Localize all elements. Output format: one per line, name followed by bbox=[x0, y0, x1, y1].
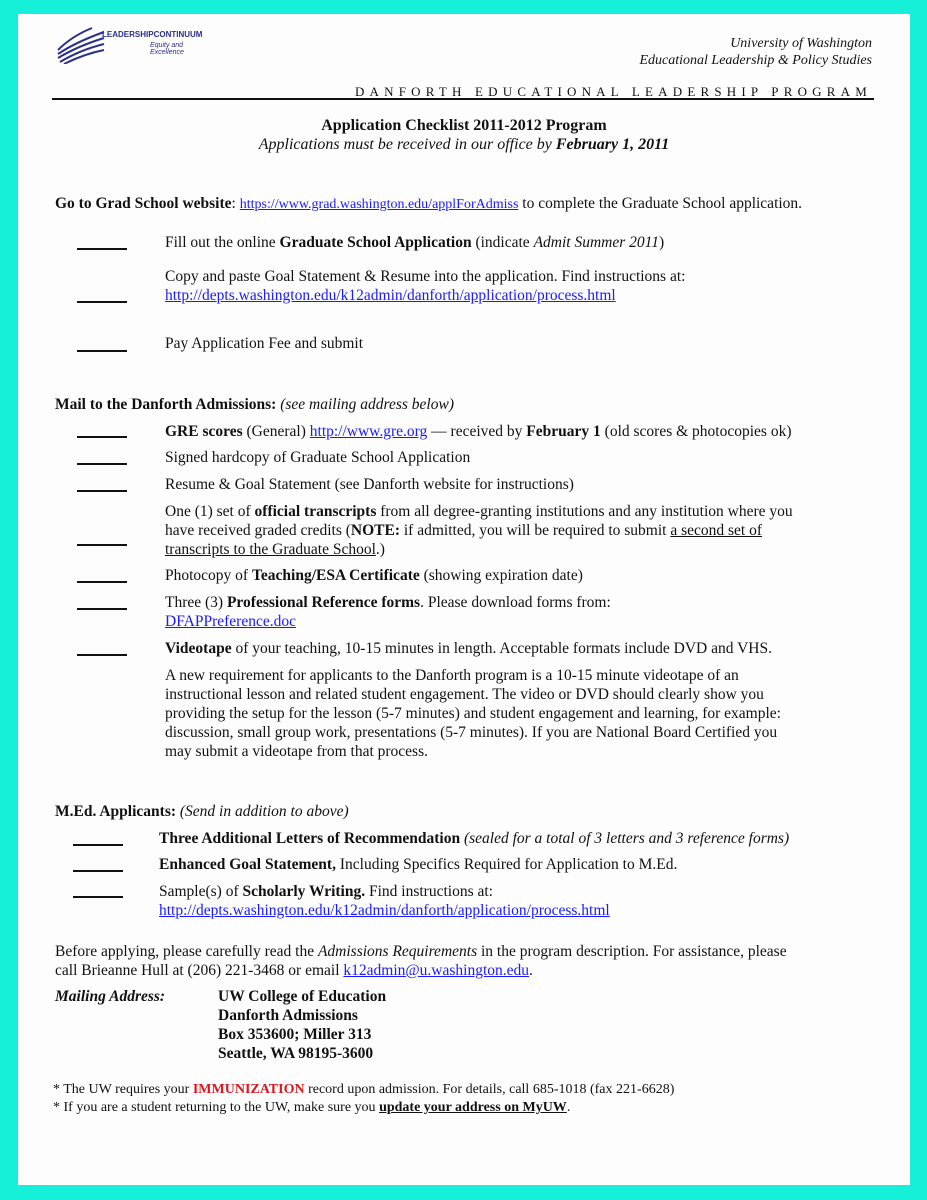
text-bold: February 1 bbox=[526, 423, 601, 440]
logo-tagline: Equity and Excellence bbox=[150, 42, 184, 56]
deadline-date: February 1, 2011 bbox=[555, 136, 670, 153]
text: * If you are a student returning to the UW, make sure you bbox=[53, 1100, 380, 1115]
text: Sample(s) of bbox=[159, 883, 243, 900]
text: Photocopy of bbox=[165, 567, 252, 584]
text: Three (3) bbox=[165, 594, 227, 611]
video-paragraph-line: providing the setup for the lesson (5-7 minutes) and student engagement and learning, for example: bbox=[165, 705, 781, 722]
text-italic: Admissions Requirements bbox=[317, 943, 478, 960]
text-bold: Mail to the Danforth Admissions: bbox=[55, 396, 277, 413]
checkbox-blank[interactable] bbox=[77, 654, 127, 656]
text: . Please download forms from: bbox=[420, 594, 611, 611]
text-bold: M.Ed. Applicants: bbox=[55, 803, 177, 820]
mailing-address-label: Mailing Address: bbox=[55, 988, 166, 1005]
text-bold: Videotape bbox=[165, 640, 232, 657]
checkbox-blank[interactable] bbox=[77, 608, 127, 610]
video-paragraph-line: instructional lesson and related student engagement. The video or DVD should clearly show you bbox=[165, 686, 764, 703]
before-applying-l2 bbox=[55, 961, 533, 980]
text: (General) bbox=[242, 423, 310, 440]
text: Fill out the online bbox=[165, 234, 280, 251]
text-bold: Graduate School Application bbox=[279, 234, 472, 251]
checklist-item-videotape bbox=[165, 639, 772, 658]
text-bold: NOTE: bbox=[350, 522, 400, 539]
checklist-item-resume: Resume & Goal Statement (see Danforth website for instructions) bbox=[165, 476, 574, 493]
grad-lead: Go to Grad School website bbox=[55, 195, 232, 212]
checkbox-blank[interactable] bbox=[77, 436, 127, 438]
immunization-alert: IMMUNIZATION bbox=[192, 1082, 305, 1097]
text-bold: GRE scores bbox=[165, 423, 243, 440]
text: have received graded credits ( bbox=[165, 522, 351, 539]
text: of your teaching, 10-15 minutes in length. Acceptable formats include DVD and VHS. bbox=[231, 640, 772, 657]
text-bold: Three Additional Letters of Recommendation bbox=[159, 830, 461, 847]
university-name: University of Washington bbox=[730, 36, 872, 51]
checklist-item-fee: Pay Application Fee and submit bbox=[165, 335, 364, 352]
text: . bbox=[566, 1100, 571, 1115]
checklist-item-transcripts-l3 bbox=[165, 540, 385, 559]
text: if admitted, you will be required to submit bbox=[400, 522, 671, 539]
address-update-note bbox=[53, 1098, 570, 1117]
text: Before applying, please carefully read the bbox=[55, 943, 318, 960]
text: from all degree-granting institutions and any institution where you bbox=[376, 503, 793, 520]
text: Find instructions at: bbox=[365, 883, 493, 900]
checklist-item-letters bbox=[159, 829, 789, 848]
department-name: Educational Leadership & Policy Studies bbox=[639, 53, 872, 68]
address-line: Seattle, WA 98195-3600 bbox=[218, 1045, 374, 1062]
address-line: UW College of Education bbox=[218, 988, 387, 1005]
text: (indicate bbox=[471, 234, 534, 251]
checkbox-blank[interactable] bbox=[77, 248, 127, 250]
address-line: Danforth Admissions bbox=[218, 1007, 358, 1024]
video-paragraph-line: may submit a videotape from that process. bbox=[165, 743, 429, 760]
video-paragraph-line: A new requirement for applicants to the Danforth program is a 10-15 minute videotape of an bbox=[165, 667, 739, 684]
checkbox-blank[interactable] bbox=[77, 581, 127, 583]
text-bold: Enhanced Goal Statement, bbox=[159, 856, 336, 873]
text-italic: (Send in addition to above) bbox=[176, 803, 349, 820]
checkbox-blank[interactable] bbox=[73, 896, 123, 898]
checklist-item-certificate bbox=[165, 566, 583, 585]
text: — received by bbox=[427, 423, 527, 440]
text: (showing expiration date) bbox=[419, 567, 583, 584]
logo-text: LEADERSHIPCONTINUUM bbox=[102, 30, 203, 39]
med-instructions-link[interactable]: http://depts.washington.edu/k12admin/danforth/application/process.html bbox=[159, 902, 610, 919]
text-italic: (sealed for a total of 3 letters and 3 reference forms) bbox=[460, 830, 790, 847]
update-address-link[interactable]: update your address on MyUW bbox=[379, 1100, 567, 1115]
before-applying-l1 bbox=[55, 942, 787, 961]
text: in the program description. For assistance, please bbox=[477, 943, 787, 960]
checklist-item-signed-hardcopy: Signed hardcopy of Graduate School Application bbox=[165, 449, 471, 466]
program-name: DANFORTH EDUCATIONAL LEADERSHIP PROGRAM bbox=[354, 84, 872, 99]
text-bold: Teaching/ESA Certificate bbox=[251, 567, 420, 584]
text: . bbox=[529, 962, 533, 979]
checkbox-blank[interactable] bbox=[77, 463, 127, 465]
checkbox-blank[interactable] bbox=[77, 350, 127, 352]
grad-school-instruction bbox=[55, 194, 802, 214]
checklist-item-grad-application bbox=[165, 233, 664, 252]
text-bold: Scholarly Writing. bbox=[242, 883, 366, 900]
leadership-continuum-logo bbox=[56, 24, 216, 64]
logo-wave-icon bbox=[56, 24, 106, 64]
text: ) bbox=[659, 234, 665, 251]
checklist-item-references bbox=[165, 593, 611, 612]
document-page bbox=[18, 14, 910, 1185]
text-underlined: transcripts to the Graduate School bbox=[165, 541, 376, 558]
gre-link[interactable]: http://www.gre.org bbox=[309, 423, 428, 440]
med-section-heading bbox=[55, 802, 349, 821]
checklist-item-gre bbox=[165, 422, 791, 441]
process-instructions-link-wrap bbox=[165, 286, 616, 305]
text: (old scores & photocopies ok) bbox=[600, 423, 792, 440]
header-divider bbox=[52, 98, 874, 100]
colon: : bbox=[231, 195, 240, 212]
text-bold: official transcripts bbox=[254, 503, 377, 520]
checkbox-blank[interactable] bbox=[77, 301, 127, 303]
text: call Brieanne Hull at (206) 221-3468 or email bbox=[55, 962, 344, 979]
immunization-note bbox=[53, 1080, 674, 1099]
checklist-item-scholarly-writing bbox=[159, 882, 493, 901]
text-italic: Admit Summer 2011 bbox=[533, 234, 660, 251]
text: Including Specifics Required for Application to M.Ed. bbox=[335, 856, 678, 873]
checkbox-blank[interactable] bbox=[77, 490, 127, 492]
page-subtitle bbox=[18, 135, 910, 154]
grad-tail: to complete the Graduate School application. bbox=[518, 195, 803, 212]
mail-section-heading bbox=[55, 395, 454, 414]
checkbox-blank[interactable] bbox=[73, 844, 123, 846]
checklist-item-transcripts-l2 bbox=[165, 521, 762, 540]
text: record upon admission. For details, call 685-1018 (fax 221-6628) bbox=[304, 1082, 675, 1097]
text-italic: (see mailing address below) bbox=[276, 396, 454, 413]
text: .) bbox=[375, 541, 385, 558]
grad-admission-link[interactable]: https://www.grad.washington.edu/applForAdmiss bbox=[239, 197, 519, 212]
address-line: Box 353600; Miller 313 bbox=[218, 1026, 372, 1043]
checkbox-blank[interactable] bbox=[73, 870, 123, 872]
checkbox-blank[interactable] bbox=[77, 544, 127, 546]
email-link[interactable]: k12admin@u.washington.edu bbox=[343, 962, 530, 979]
reference-form-link-wrap bbox=[165, 612, 296, 631]
checklist-item-enhanced-goal bbox=[159, 855, 677, 874]
text-bold: Professional Reference forms bbox=[226, 594, 421, 611]
reference-form-link[interactable]: DFAPPreference.doc bbox=[165, 613, 296, 630]
process-instructions-link[interactable]: http://depts.washington.edu/k12admin/danforth/application/process.html bbox=[165, 287, 616, 304]
text: One (1) set of bbox=[165, 503, 255, 520]
text: * The UW requires your bbox=[53, 1082, 193, 1097]
video-paragraph-line: discussion, small group work, presentations (5-7 minutes). If you are National Board Certified you bbox=[165, 724, 778, 741]
checklist-item-goal-statement: Copy and paste Goal Statement & Resume into the application. Find instructions at: bbox=[165, 268, 686, 285]
page-title: Application Checklist 2011-2012 Program bbox=[321, 117, 607, 134]
subtitle-text: Applications must be received in our office by bbox=[258, 136, 556, 153]
checklist-item-transcripts-l1 bbox=[165, 502, 793, 521]
med-instructions-link-wrap bbox=[159, 901, 610, 920]
text-underlined: a second set of bbox=[670, 522, 763, 539]
